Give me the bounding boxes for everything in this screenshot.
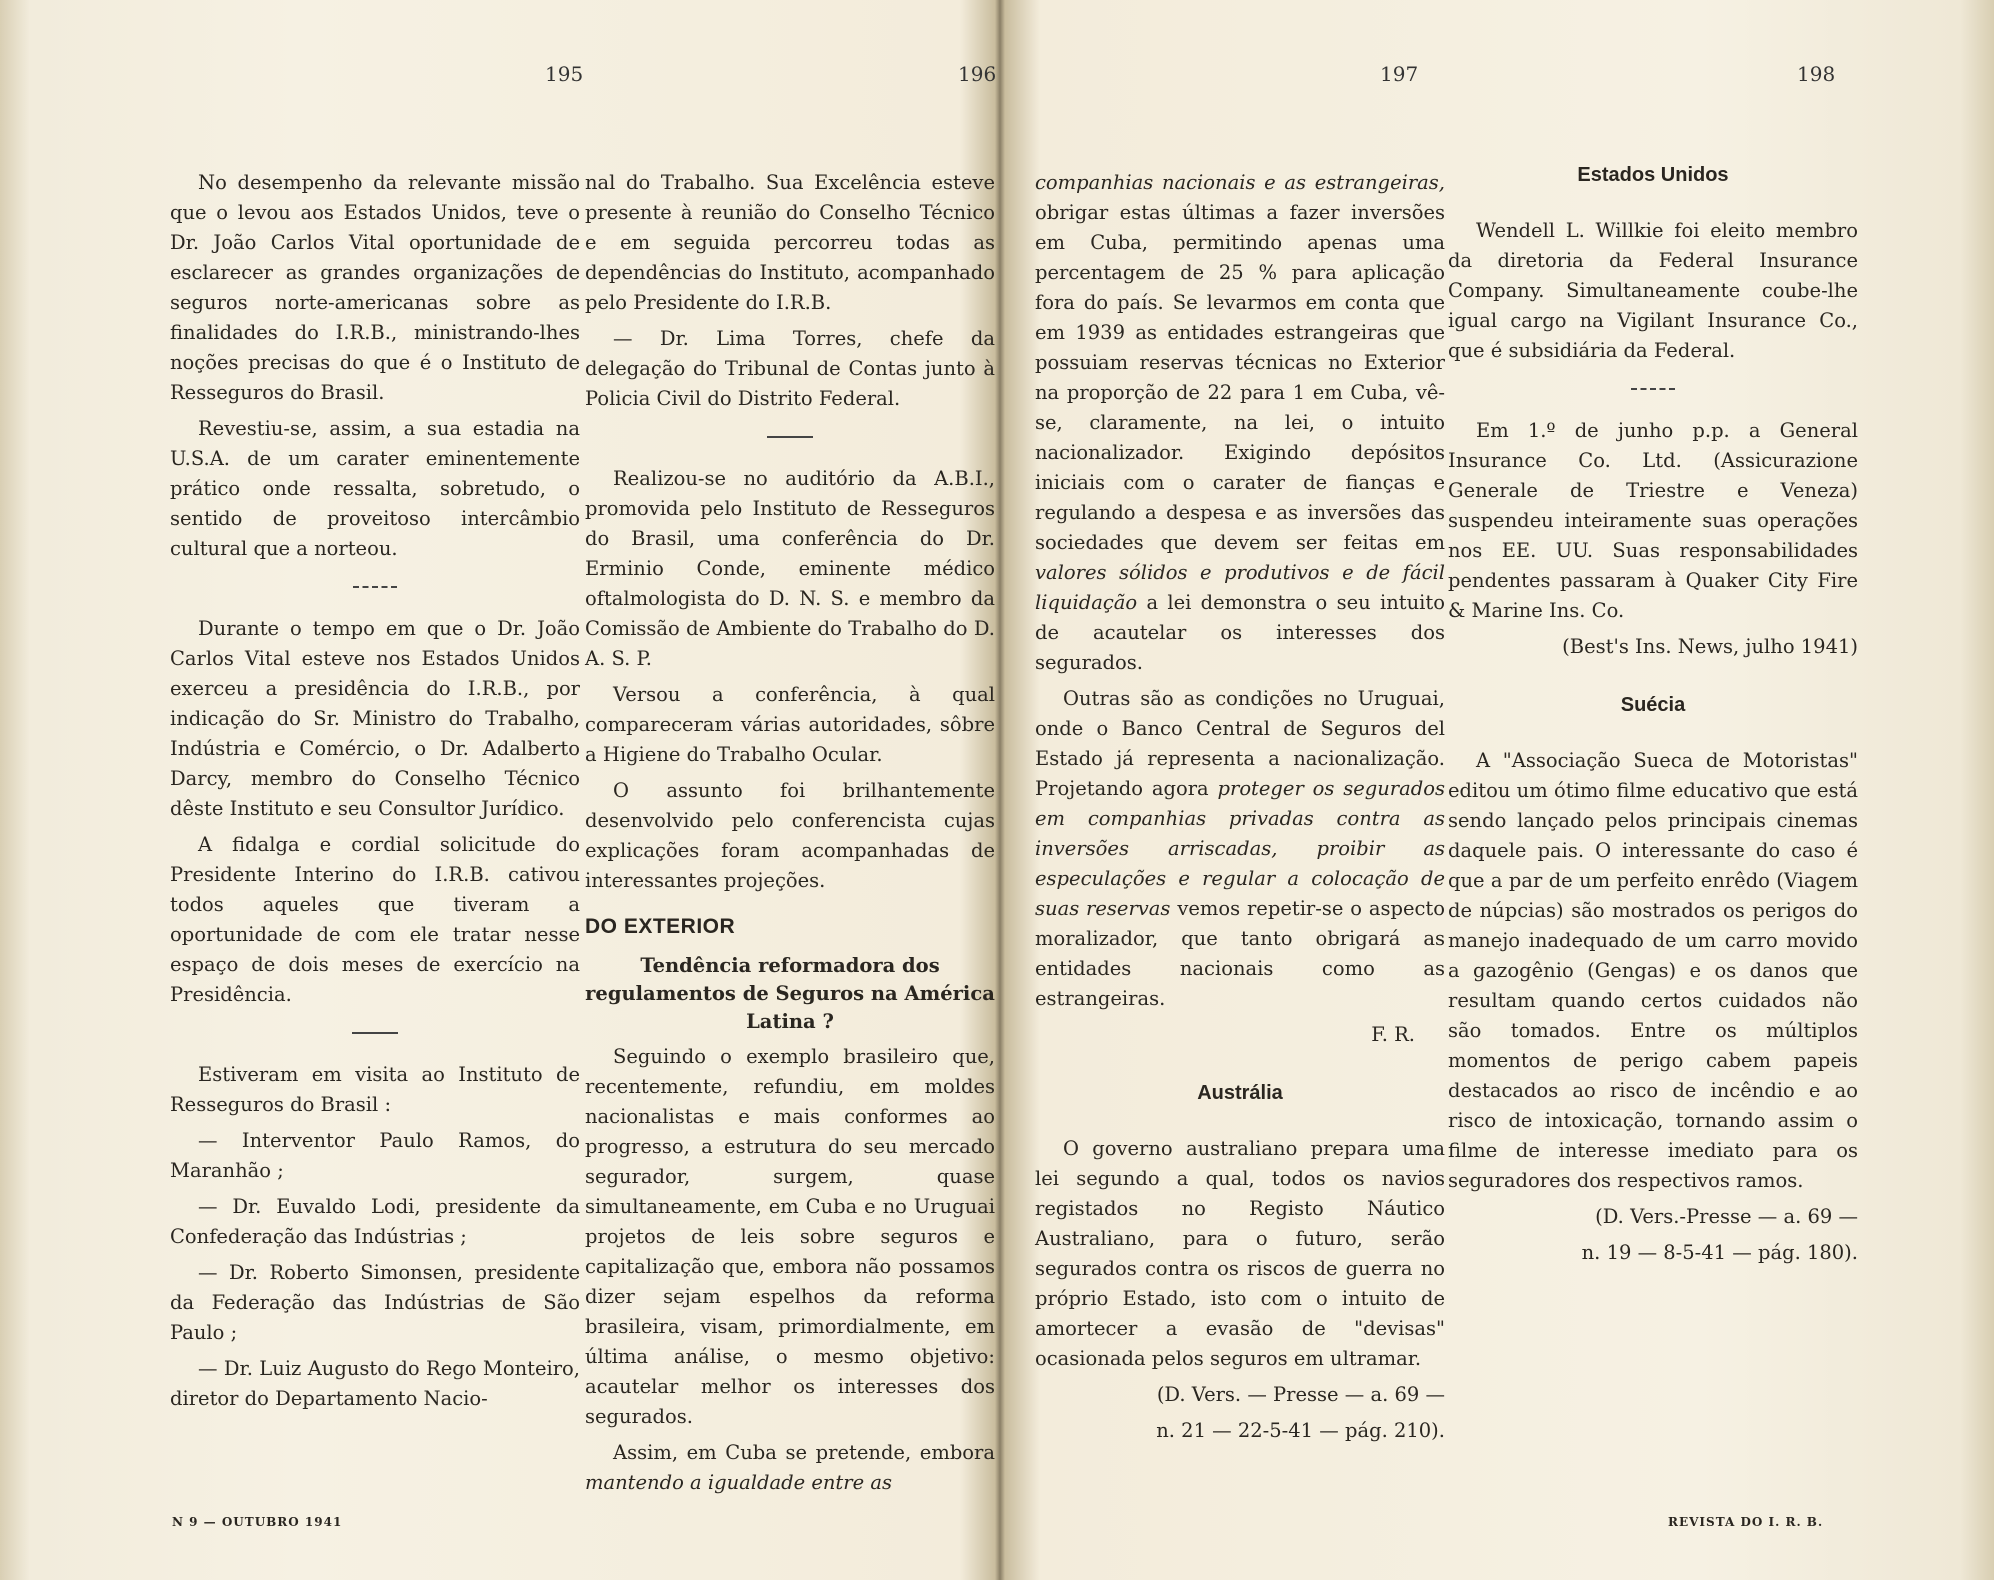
separator	[1631, 388, 1675, 390]
separator	[352, 1032, 398, 1034]
italic-text: companhias nacionais e as estrangeiras,	[1035, 171, 1445, 194]
text-run: a lei demonstra o seu intuito de acautelar os interesses dos segurados.	[1035, 591, 1445, 674]
column-page-198	[1448, 160, 1858, 1274]
paragraph	[1035, 684, 1445, 1014]
page-number-197: 197	[1380, 62, 1419, 86]
text-run: Assim, em Cuba se pretende, embora	[613, 1441, 995, 1464]
italic-text: valores sólidos e produtivos e de fácil liquidação	[1035, 561, 1445, 614]
paragraph: Durante o tempo em que o Dr. João Carlos Vital esteve nos Estados Unidos exerceu a presidência do I.R.B., por indicação do Sr. Ministro do Trabalho, Indústria e Comércio, o Dr. Adalberto Darcy, membro do Conselho Técnico dêste Instituto e seu Consultor Jurídico.	[170, 617, 580, 820]
column-page-195	[170, 168, 580, 1420]
paragraph: Realizou-se no auditório da A.B.I., promovida pelo Instituto de Resseguros do Brasil, uma conferência do Dr. Erminio Conde, eminente médico oftalmologista do D. N. S. e membro da Comissão de Ambiente do Trabalho do D. A. S. P.	[585, 467, 995, 670]
separator	[767, 436, 813, 438]
footer-journal: REVISTA DO I. R. B.	[1668, 1515, 1824, 1529]
paragraph: Estiveram em visita ao Instituto de Resseguros do Brasil :	[170, 1063, 580, 1116]
paragraph: Seguindo o exemplo brasileiro que, recentemente, refundiu, em moldes nacionalistas e mais conformes ao progresso, a estrutura do seu mercado segurador, surgem, quase simultaneamente, em Cuba e no Uruguai projetos de leis sobre seguros e capitalização que, embora não possamos dizer sejam espelhos da reforma brasileira, visam, primordialmente, em última análise, o mesmo objetivo: acautelar melhor os interesses dos segurados.	[585, 1045, 995, 1428]
list-item: — Dr. Lima Torres, chefe da delegação do Tribunal de Contas junto à Policia Civil do Distrito Federal.	[585, 327, 995, 410]
paragraph: Versou a conferência, à qual compareceram várias autoridades, sôbre a Higiene do Trabalho Ocular.	[585, 683, 995, 766]
article-title: Tendência reformadora dos regulamentos de Seguros na América Latina ?	[585, 954, 995, 1033]
signature: F. R.	[1371, 1023, 1415, 1046]
list-item: — Dr. Luiz Augusto do Rego Monteiro, diretor do Departamento Nacio-	[170, 1357, 580, 1410]
paragraph: Wendell L. Willkie foi eleito membro da diretoria da Federal Insurance Company. Simultaneamente coube-lhe igual cargo na Vigilant Insurance Co., que é subsidiária da Federal.	[1448, 219, 1858, 362]
page-number-196: 196	[958, 62, 997, 86]
paragraph: A fidalga e cordial solicitude do Presidente Interino do I.R.B. cativou todos aqueles que tiveram a oportunidade de com ele tratar nesse espaço de dois meses de exercício na Presidência.	[170, 833, 580, 1006]
citation-line: (D. Vers. — Presse — a. 69 —	[1156, 1383, 1445, 1406]
separator	[353, 586, 397, 588]
text-run: obrigar estas últimas a fazer inversões em Cuba, permitindo apenas uma percentagem de 25 % para aplicação fora do país. Se levarmos em conta que em 1939 as entidades estrangeiras que possuiam reservas técnicas no Exterior na proporção de 22 para 1 em Cuba, vê-se, claramente, na lei, o intuito nacionalizador. Exigindo depósitos iniciais com o carater de fianças e regulando a despesa e as inversões das sociedades que devem ser feitas em	[1035, 201, 1445, 554]
paragraph: A "Associação Sueca de Motoristas" editou um ótimo filme educativo que está sendo lançado pelos principais cinemas daquele pais. O interessante do caso é que a par de um perfeito enrêdo (Viagem de núpcias) são mostrados os perigos do manejo inadequado de um carro movido a gazogênio (Gengas) e os danos que resultam quando certos cuidados não são tomados. Entre os múltiplos momentos de perigo cabem papeis destacados ao risco de incêndio e ao risco de intoxicação, tornando assim o filme de interesse imediato para os seguradores dos respectivos ramos.	[1448, 749, 1858, 1192]
section-heading: Suécia	[1620, 694, 1686, 716]
section-title: DO EXTERIOR	[585, 915, 736, 938]
column-page-197	[1035, 168, 1445, 1452]
list-item: — Interventor Paulo Ramos, do Maranhão ;	[170, 1129, 580, 1182]
citation-line: (D. Vers.-Presse — a. 69 —	[1595, 1205, 1858, 1228]
page-number-195: 195	[545, 62, 584, 86]
paragraph: O governo australiano prepara uma lei segundo a qual, todos os navios registados no Registo Náutico Australiano, para o futuro, serão segurados contra os riscos de guerra no próprio Estado, isto com o intuito de amortecer a evasão de "devisas" ocasionada pelos seguros em ultramar.	[1035, 1137, 1445, 1370]
citation-line: n. 21 — 22-5-41 — pág. 210).	[1156, 1419, 1445, 1442]
italic-text: mantendo a igualdade entre as	[585, 1471, 892, 1494]
list-item: — Dr. Euvaldo Lodi, presidente da Confederação das Indústrias ;	[170, 1195, 580, 1248]
citation-line: (Best's Ins. News, julho 1941)	[1562, 635, 1858, 658]
footer-issue: N 9 — OUTUBRO 1941	[172, 1515, 343, 1529]
paragraph	[585, 1438, 995, 1498]
page-number-198: 198	[1797, 62, 1836, 86]
paragraph: No desempenho da relevante missão que o levou aos Estados Unidos, teve o Dr. João Carlos Vital oportunidade de esclarecer as grandes organizações de seguros norte-americanas sobre as finalidades do I.R.B., ministrando-lhes noções precisas do que é o Instituto de Resseguros do Brasil.	[170, 171, 580, 404]
section-heading: Austrália	[1197, 1082, 1283, 1104]
column-page-196	[585, 168, 995, 1504]
italic-text: proteger os segurados em companhias privadas contra as inversões arriscadas, proibir as especulações e regular a colocação de suas reservas	[1035, 777, 1445, 920]
paragraph: Em 1.º de junho p.p. a General Insurance Co. Ltd. (Assicurazione Generale de Triestre e Veneza) suspendeu inteiramente suas operações nos EE. UU. Suas responsabilidades pendentes passaram à Quaker City Fire & Marine Ins. Co.	[1448, 419, 1858, 622]
paragraph: O assunto foi brilhantemente desenvolvido pelo conferencista cujas explicações foram acompanhadas de interessantes projeções.	[585, 779, 995, 892]
list-item: — Dr. Roberto Simonsen, presidente da Federação das Indústrias de São Paulo ;	[170, 1261, 580, 1344]
section-heading: Estados Unidos	[1577, 164, 1729, 186]
paragraph: nal do Trabalho. Sua Excelência esteve presente à reunião do Conselho Técnico e em seguida percorreu todas as dependências do Instituto, acompanhado pelo Presidente do I.R.B.	[585, 171, 995, 314]
text-run: Outras são as condições no Uruguai, onde o Banco Central de Seguros del Estado já representa a nacionalização. Projetando agora	[1035, 687, 1445, 800]
paragraph: Revestiu-se, assim, a sua estadia na U.S.A. de um carater eminentemente prático onde ressalta, sobretudo, o sentido de proveitoso intercâmbio cultural que a norteou.	[170, 417, 580, 560]
citation-line: n. 19 — 8-5-41 — pág. 180).	[1581, 1241, 1858, 1264]
text-run: vemos repetir-se o aspecto moralizador, que tanto obrigará as entidades nacionais como as estrangeiras.	[1035, 897, 1445, 1010]
paragraph	[1035, 168, 1445, 678]
